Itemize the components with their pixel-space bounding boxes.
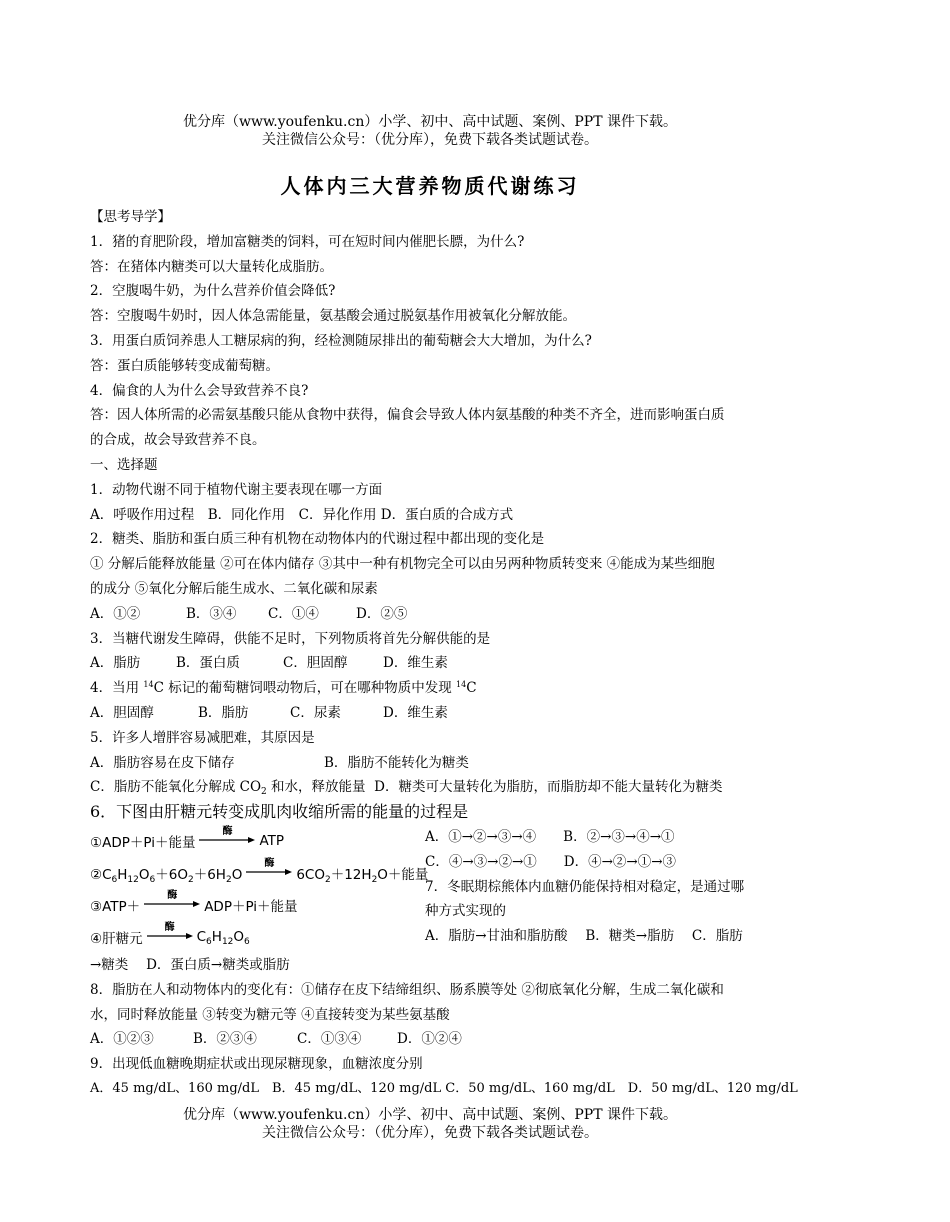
footer-line-1: 优分库（www.youfenku.cn）小学、初中、高中试题、案例、PPT 课件下载。	[182, 1107, 677, 1123]
question-4-options	[90, 701, 770, 726]
option-a: A．胆固醇	[90, 704, 154, 721]
arrow-icon	[246, 869, 292, 875]
reactant: ③ATP＋	[90, 898, 141, 915]
option-a: A．脂肪容易在皮下储存	[90, 754, 235, 771]
enzyme-arrow	[147, 923, 193, 939]
option-d: D．糖类可大量转化为脂肪，而脂肪却不能大量转化为糖类	[374, 779, 723, 796]
option-c: C．尿素	[290, 704, 341, 721]
guide-line: 2．空腹喝牛奶，为什么营养价值会降低?	[90, 283, 336, 300]
product: ADP＋Pi＋能量	[204, 898, 298, 915]
question-5-stem: 5．许多人增胖容易减肥难，其原因是	[90, 729, 315, 746]
reaction-1	[90, 825, 425, 857]
question-6-7-block	[90, 825, 770, 953]
question-1-stem: 1．动物代谢不同于植物代谢主要表现在哪一方面	[90, 481, 383, 498]
option-b: B．③④	[186, 605, 237, 622]
question-3-stem: 3．当糖代谢发生障碍，供能不足时，下列物质将首先分解供能的是	[90, 630, 491, 647]
option-d: D．①②④	[397, 1031, 462, 1048]
option-d: D．维生素	[383, 704, 448, 721]
enzyme-label: 酶	[264, 857, 275, 869]
question-7-stem: 7．冬眠期棕熊体内血糖仍能保持相对稳定，是通过哪	[425, 878, 745, 895]
enzyme-label: 酶	[167, 889, 178, 901]
option-c: C．①④	[268, 605, 319, 622]
question-7-options: A．脂肪→甘油和脂肪酸 B．糖类→脂肪 C．脂肪	[425, 928, 743, 945]
header-line-1: 优分库（www.youfenku.cn）小学、初中、高中试题、案例、PPT 课件下载。	[182, 114, 677, 130]
section-heading: 一、选择题	[90, 456, 158, 473]
stem-text: 4．当用	[90, 680, 144, 697]
stem-text: C	[466, 680, 477, 697]
option-a: A．①②③	[90, 1031, 154, 1048]
question-8-stem: 8．脂肪在人和动物体内的变化有：①储存在皮下结缔组织、肠系膜等处 ②彻底氧化分解，生成二氧化碳和	[90, 981, 724, 998]
option-c: C．①③④	[297, 1031, 362, 1048]
reactant: ④肝糖元	[90, 930, 143, 947]
option-a: A．脂肪	[90, 655, 141, 672]
enzyme-arrow	[246, 859, 292, 875]
question-6-options-cd: C．④→③→②→① D．④→②→①→③	[425, 853, 677, 870]
option-b: B．②③④	[193, 1031, 257, 1048]
option-c: C．胆固醇	[283, 655, 348, 672]
reaction-diagram	[90, 825, 429, 953]
option-d: D．维生素	[383, 655, 448, 672]
guide-line: 的合成，故会导致营养不良。	[90, 432, 266, 449]
guide-line: 答：在猪体内糖类可以大量转化成脂肪。	[90, 258, 333, 275]
reactant: ①ADP＋Pi＋能量	[90, 834, 196, 851]
guide-line: 4．偏食的人为什么会导致营养不良?	[90, 382, 309, 399]
option-b: B．蛋白质	[176, 655, 240, 672]
guide-line: 3．用蛋白质饲养患人工糖尿病的狗，经检测随尿排出的葡萄糖会大大增加，为什么?	[90, 332, 592, 349]
question-7-options-cont: →糖类 D．蛋白质→糖类或脂肪	[90, 956, 290, 973]
guide-line: 答：因人体所需的必需氨基酸只能从食物中获得，偏食会导致人体内氨基酸的种类不齐全，进而影响蛋白质	[90, 407, 725, 424]
document-body	[90, 205, 798, 1102]
question-6-stem: 6．下图由肝糖元转变成肌肉收缩所需的能量的过程是	[90, 802, 469, 822]
enzyme-label: 酶	[164, 921, 175, 933]
product: $C_6H_{12}O_6$	[196, 928, 250, 947]
subscript: 2	[261, 787, 267, 798]
isotope-superscript: 14	[143, 680, 154, 690]
question-2-stem: 2．糖类、脂肪和蛋白质三种有机物在动物体内的代谢过程中都出现的变化是	[90, 531, 545, 548]
header-banner	[0, 113, 860, 149]
stem-text: C 标记的葡萄糖饲喂动物后，可在哪种物质中发现	[153, 680, 456, 697]
option-text: C．脂肪不能氧化分解成 CO	[90, 779, 262, 796]
page-title: 人体内三大营养物质代谢练习	[280, 174, 580, 198]
option-d: D．②⑤	[356, 605, 408, 622]
guide-heading: 【思考导学】	[90, 209, 171, 225]
arrow-icon	[144, 901, 200, 907]
question-5-options-cd	[90, 775, 770, 800]
question-7-stem: 种方式实现的	[425, 903, 506, 920]
reactant: $②C_6H_{12}O_6+6O_2+6H_2O$	[90, 866, 243, 885]
question-2-text: ① 分解后能释放能量 ②可在体内储存 ③其中一种有机物完全可以由另两种物质转变来 ④能成为某些细胞	[90, 556, 715, 573]
option-text: 和水，释放能量	[266, 779, 366, 796]
option-b: B．脂肪不能转化为糖类	[324, 754, 469, 771]
isotope-superscript: 14	[456, 680, 467, 690]
question-8-options	[90, 1027, 770, 1052]
arrow-icon	[147, 933, 193, 939]
arrow-icon	[199, 837, 255, 843]
reaction-4	[90, 921, 425, 953]
product: ATP	[259, 832, 285, 849]
guide-line: 答：空腹喝牛奶时，因人体急需能量，氨基酸会通过脱氨基作用被氧化分解放能。	[90, 308, 576, 325]
enzyme-arrow	[144, 891, 200, 907]
guide-line: 1．猪的育肥阶段，增加富糖类的饲料，可在短时间内催肥长膘，为什么?	[90, 233, 525, 250]
option-a: A．①②	[90, 605, 141, 622]
question-4-stem	[90, 676, 770, 701]
question-1-options: A．呼吸作用过程 B．同化作用 C．异化作用 D．蛋白质的合成方式	[90, 506, 514, 523]
question-9-stem: 9．出现低血糖晚期症状或出现尿糖现象，血糖浓度分别	[90, 1056, 423, 1073]
reaction-2	[90, 857, 429, 889]
question-6-options-ab: A．①→②→③→④ B．②→③→④→①	[425, 828, 675, 845]
question-3-options	[90, 651, 770, 676]
question-2-options	[90, 602, 770, 627]
header-line-2: 关注微信公众号：（优分库），免费下载各类试题试卷。	[262, 132, 598, 148]
footer-line-2: 关注微信公众号：（优分库），免费下载各类试题试卷。	[262, 1125, 598, 1141]
footer-banner	[0, 1106, 860, 1142]
reaction-3	[90, 889, 425, 921]
question-6-7-text	[425, 825, 770, 953]
option-c	[90, 779, 366, 798]
question-2-text: 的成分 ⑤氧化分解后能生成水、二氧化碳和尿素	[90, 580, 378, 597]
enzyme-arrow	[199, 827, 255, 843]
product: $6CO_2+12H_2O+$能量	[296, 866, 429, 885]
question-9-options: A．45 mg/dL、160 mg/dL B．45 mg/dL、120 mg/dL C．50 mg/dL、160 mg/dL D．50 mg/dL、120 mg/dL	[90, 1080, 798, 1096]
option-b: B．脂肪	[198, 704, 249, 721]
enzyme-label: 酶	[222, 825, 233, 837]
guide-line: 答：蛋白质能够转变成葡萄糖。	[90, 357, 279, 374]
question-5-options-ab	[90, 751, 770, 776]
question-8-stem: 水，同时释放能量 ③转变为糖元等 ④直接转变为某些氨基酸	[90, 1006, 450, 1023]
